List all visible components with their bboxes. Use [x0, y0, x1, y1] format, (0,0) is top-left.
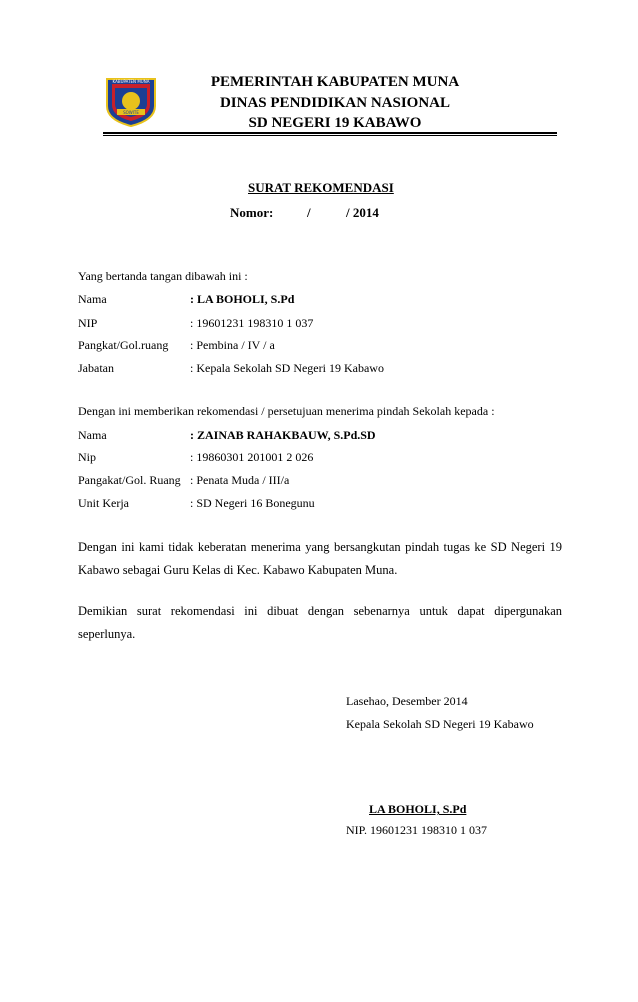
document-number-label: Nomor:	[230, 205, 274, 220]
subject-label-rank: Pangakat/Gol. Ruang	[78, 473, 181, 487]
signer-label-position: Jabatan	[78, 361, 114, 375]
place-date: Lasehao, Desember 2014	[346, 694, 468, 708]
signer-label-rank: Pangkat/Gol.ruang	[78, 338, 169, 352]
subject-value-rank: : Penata Muda / III/a	[190, 473, 290, 487]
letterhead-line-3: SD NEGERI 19 KABAWO	[248, 115, 422, 131]
signer-value-position: : Kepala Sekolah SD Negeri 19 Kabawo	[190, 361, 384, 375]
document-title: SURAT REKOMENDASI	[248, 180, 394, 195]
signer-position-closing: Kepala Sekolah SD Negeri 19 Kabawo	[346, 717, 534, 731]
signer-value-nip: : 19601231 198310 1 037	[190, 316, 314, 330]
signer-label-nip: NIP	[78, 316, 98, 330]
paragraph-statement: Dengan ini kami tidak keberatan menerima yang bersangkutan pindah tugas ke SD Negeri 19 Kabawo sebagai Guru Kelas di Kec. Kabawo Kabupaten Muna.	[78, 540, 562, 577]
signer-intro: Yang bertanda tangan dibawah ini :	[78, 269, 248, 283]
subject-label-nip: Nip	[78, 450, 96, 464]
document-number-year: / 2014	[346, 205, 379, 220]
svg-text:SOWITE: SOWITE	[123, 110, 139, 115]
subject-label-name: Nama	[78, 428, 107, 442]
subject-label-unit: Unit Kerja	[78, 496, 129, 510]
signer-label-name: Nama	[78, 292, 107, 306]
signature-nip: NIP. 19601231 198310 1 037	[346, 823, 488, 837]
subject-value-unit: : SD Negeri 16 Bonegunu	[190, 496, 315, 510]
subject-value-name: : ZAINAB RAHAKBAUW, S.Pd.SD	[190, 428, 376, 442]
subject-value-nip: : 19860301 201001 2 026	[190, 450, 314, 464]
signer-value-name: : LA BOHOLI, S.Pd	[190, 292, 295, 306]
signer-value-rank: : Pembina / IV / a	[190, 338, 275, 352]
paragraph-closing: Demikian surat rekomendasi ini dibuat dengan sebenarnya untuk dapat dipergunakan seperlunya.	[78, 604, 562, 641]
document-number-sep1: /	[307, 205, 311, 220]
letterhead-divider-thin	[103, 135, 557, 136]
letterhead-divider	[103, 132, 557, 134]
letterhead-line-2: DINAS PENDIDIKAN NASIONAL	[219, 95, 451, 111]
recommend-intro: Dengan ini memberikan rekomendasi / persetujuan menerima pindah Sekolah kepada :	[78, 404, 495, 418]
svg-text:KABUPATEN MUNA: KABUPATEN MUNA	[112, 79, 150, 84]
letterhead-line-1: PEMERINTAH KABUPATEN MUNA	[210, 74, 460, 90]
signature-name: LA BOHOLI, S.Pd	[369, 802, 467, 816]
kabupaten-muna-logo-icon	[103, 76, 159, 128]
